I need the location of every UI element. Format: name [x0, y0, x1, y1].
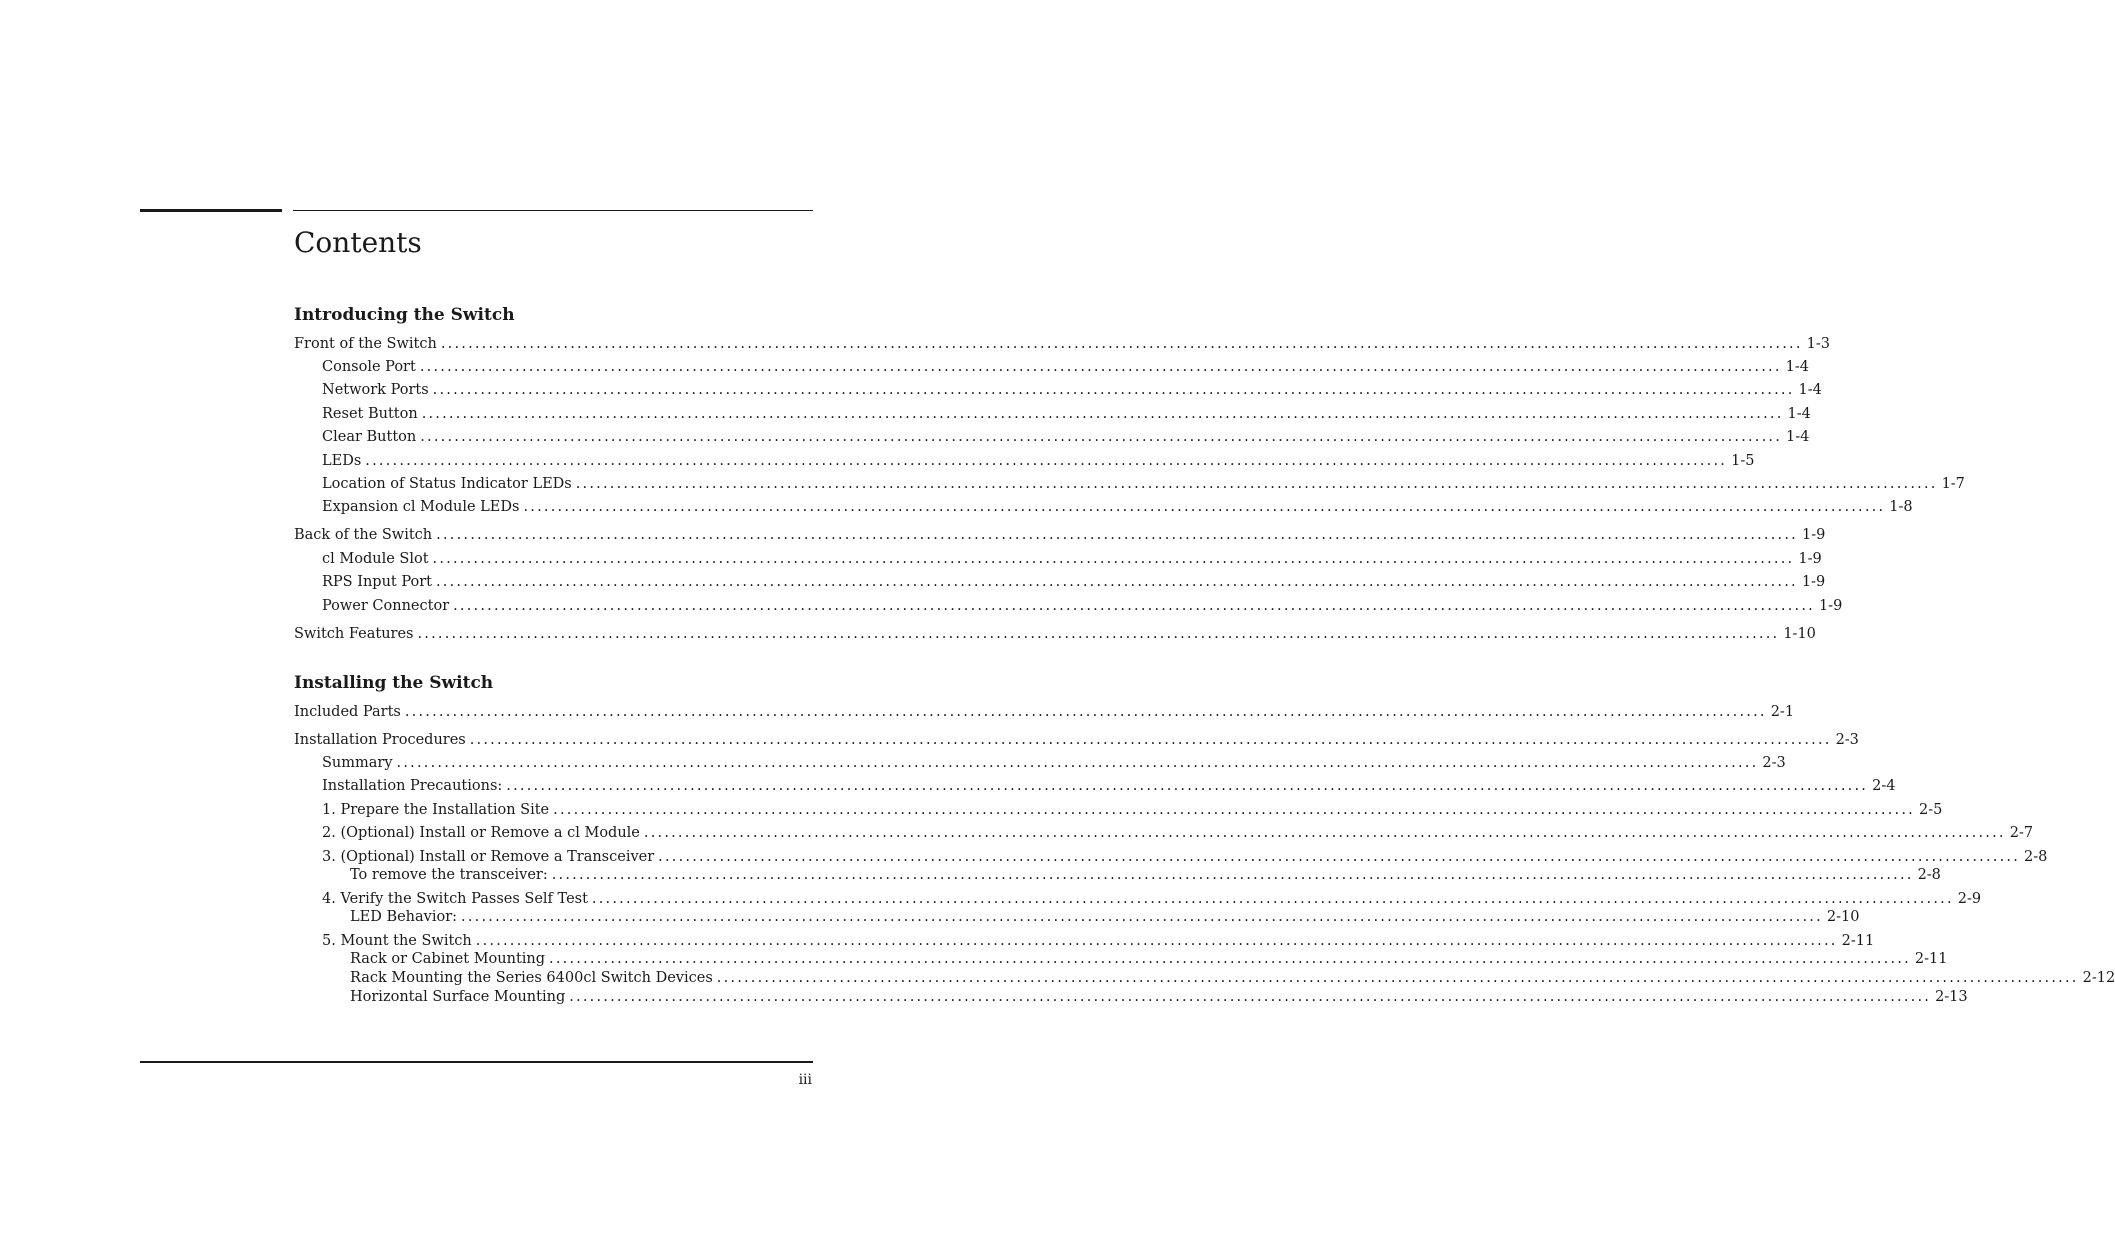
- dot-leader: ........................................................................................................................................................................................................: [569, 989, 1932, 1005]
- toc-entry-text: Clear Button: [322, 429, 417, 445]
- footer-rule: [140, 1061, 813, 1063]
- toc-entry-text: RPS Input Port: [322, 574, 432, 590]
- dot-leader: ........................................................................................................................................................................................................: [365, 453, 1728, 469]
- toc-entry[interactable]: [322, 357, 1810, 377]
- section-heading: Introducing the Switch: [294, 305, 515, 325]
- dot-leader: ........................................................................................................................................................................................................: [523, 499, 1886, 515]
- toc-entry-page: 1-4: [1798, 382, 1822, 398]
- toc-entry-text: To remove the transceiver:: [350, 867, 548, 883]
- toc-entry-text: Switch Features: [294, 626, 414, 642]
- toc-entry[interactable]: [322, 572, 1826, 592]
- toc-entry-text: 4. Verify the Switch Passes Self Test: [322, 891, 588, 907]
- toc-entry[interactable]: [294, 525, 1826, 545]
- toc-entry[interactable]: [322, 889, 1982, 909]
- toc-entry-text: 2. (Optional) Install or Remove a cl Module: [322, 825, 640, 841]
- toc-entry[interactable]: [322, 823, 2034, 843]
- dot-leader: ........................................................................................................................................................................................................: [643, 825, 2006, 841]
- toc-entry-text: Back of the Switch: [294, 527, 433, 543]
- toc-entry[interactable]: [322, 753, 1786, 773]
- toc-entry-page: 2-12: [2082, 970, 2115, 986]
- toc-entry-text: 3. (Optional) Install or Remove a Transceiver: [322, 849, 655, 865]
- toc-entry-text: Expansion cl Module LEDs: [322, 499, 520, 515]
- toc-entry[interactable]: [294, 702, 1795, 722]
- toc-entry[interactable]: [322, 451, 1755, 471]
- dot-leader: ........................................................................................................................................................................................................: [421, 406, 1784, 422]
- toc-entry[interactable]: [350, 968, 2115, 988]
- toc-entry-text: cl Module Slot: [322, 551, 429, 567]
- toc-entry-text: Front of the Switch: [294, 336, 437, 352]
- toc-entry-page: 1-4: [1787, 406, 1811, 422]
- dot-leader: ........................................................................................................................................................................................................: [553, 802, 1915, 818]
- toc-entry-page: 2-8: [2024, 849, 2048, 865]
- dot-leader: ........................................................................................................................................................................................................: [549, 951, 1911, 967]
- toc-entry-text: Summary: [322, 755, 393, 771]
- toc-entry-page: 1-9: [1801, 527, 1826, 543]
- dot-leader: ........................................................................................................................................................................................................: [591, 891, 1954, 907]
- toc-entry-text: Installation Procedures: [294, 732, 466, 748]
- page-number: iii: [798, 1072, 812, 1088]
- toc-entry[interactable]: [322, 549, 1822, 569]
- toc-entry[interactable]: [294, 334, 1831, 354]
- toc-entry-page: 2-4: [1872, 778, 1896, 794]
- toc-entry-page: 1-5: [1731, 453, 1755, 469]
- dot-leader: ........................................................................................................................................................................................................: [469, 732, 1832, 748]
- dot-leader: ........................................................................................................................................................................................................: [575, 476, 1938, 492]
- toc-entry-page: 2-3: [1835, 732, 1859, 748]
- toc-entry-page: 2-5: [1918, 802, 1943, 818]
- toc-entry-text: Network Ports: [322, 382, 429, 398]
- toc-entry[interactable]: [322, 931, 1875, 951]
- toc-entry-page: 2-7: [2009, 825, 2034, 841]
- toc-entry-page: 1-9: [1798, 551, 1822, 567]
- dot-leader: ........................................................................................................................................................................................................: [419, 359, 1782, 375]
- toc-entry[interactable]: [294, 730, 1859, 750]
- toc-entry[interactable]: [322, 427, 1810, 447]
- toc-entry-page: 2-10: [1826, 909, 1860, 925]
- toc-entry-page: 1-4: [1785, 359, 1810, 375]
- header-rule-thin: [293, 210, 813, 211]
- toc-entry[interactable]: [350, 865, 1941, 885]
- header-rule-thick: [140, 209, 282, 212]
- toc-entry[interactable]: [350, 987, 1968, 1007]
- dot-leader: ........................................................................................................................................................................................................: [417, 626, 1780, 642]
- dot-leader: ........................................................................................................................................................................................................: [716, 970, 2079, 986]
- toc-entry-text: Console Port: [322, 359, 416, 375]
- toc-entry-text: Reset Button: [322, 406, 418, 422]
- toc-entry[interactable]: [322, 847, 2048, 867]
- dot-leader: ........................................................................................................................................................................................................: [432, 551, 1795, 567]
- toc-entry-text: Installation Precautions:: [322, 778, 503, 794]
- toc-entry[interactable]: [322, 800, 1943, 820]
- toc-entry-page: 2-3: [1762, 755, 1786, 771]
- toc-entry-page: 2-8: [1917, 867, 1941, 883]
- dot-leader: ........................................................................................................................................................................................................: [404, 704, 1767, 720]
- toc-entry-text: Power Connector: [322, 598, 450, 614]
- toc-entry-page: 1-7: [1941, 476, 1965, 492]
- dot-leader: ........................................................................................................................................................................................................: [440, 336, 1803, 352]
- page-title: Contents: [294, 226, 422, 259]
- toc-entry[interactable]: [322, 474, 1965, 494]
- toc-entry[interactable]: [322, 404, 1811, 424]
- toc-entry-text: Rack or Cabinet Mounting: [350, 951, 546, 967]
- dot-leader: ........................................................................................................................................................................................................: [658, 849, 2020, 865]
- toc-entry-page: 2-11: [1841, 933, 1875, 949]
- toc-entry-text: 1. Prepare the Installation Site: [322, 802, 550, 818]
- section-heading: Installing the Switch: [294, 673, 494, 693]
- toc-entry-page: 1-8: [1889, 499, 1913, 515]
- toc-entry[interactable]: [322, 776, 1896, 796]
- dot-leader: ........................................................................................................................................................................................................: [420, 429, 1783, 445]
- toc-entry[interactable]: [294, 624, 1816, 644]
- toc-entry-page: 2-9: [1957, 891, 1982, 907]
- toc-entry-text: Location of Status Indicator LEDs: [322, 476, 572, 492]
- toc-entry-page: 1-10: [1783, 626, 1816, 642]
- dot-leader: ........................................................................................................................................................................................................: [396, 755, 1759, 771]
- toc-entry-page: 2-13: [1935, 989, 1968, 1005]
- toc-entry-page: 1-3: [1806, 336, 1831, 352]
- dot-leader: ........................................................................................................................................................................................................: [506, 778, 1869, 794]
- dot-leader: ........................................................................................................................................................................................................: [475, 933, 1838, 949]
- toc-entry-page: 2-11: [1914, 951, 1948, 967]
- dot-leader: ........................................................................................................................................................................................................: [436, 574, 1798, 590]
- dot-leader: ........................................................................................................................................................................................................: [432, 382, 1795, 398]
- dot-leader: ........................................................................................................................................................................................................: [551, 867, 1914, 883]
- dot-leader: ........................................................................................................................................................................................................: [436, 527, 1798, 543]
- toc-entry[interactable]: [322, 380, 1822, 400]
- toc-entry-text: LEDs: [322, 453, 362, 469]
- toc-entry-page: 1-4: [1786, 429, 1810, 445]
- toc-entry-page: 1-9: [1818, 598, 1843, 614]
- dot-leader: ........................................................................................................................................................................................................: [453, 598, 1815, 614]
- toc-entry[interactable]: [322, 596, 1843, 616]
- toc-entry[interactable]: [350, 907, 1860, 927]
- toc-entry-text: Horizontal Surface Mounting: [350, 989, 566, 1005]
- toc-entry[interactable]: [350, 949, 1948, 969]
- toc-entry-text: LED Behavior:: [350, 909, 458, 925]
- toc-entry-text: 5. Mount the Switch: [322, 933, 472, 949]
- toc-entry-text: Rack Mounting the Series 6400cl Switch Devices: [350, 970, 713, 986]
- toc-entry[interactable]: [322, 497, 1913, 517]
- toc-entry-page: 1-9: [1801, 574, 1826, 590]
- toc-entry-text: Included Parts: [294, 704, 401, 720]
- toc-entry-page: 2-1: [1770, 704, 1795, 720]
- dot-leader: ........................................................................................................................................................................................................: [461, 909, 1823, 925]
